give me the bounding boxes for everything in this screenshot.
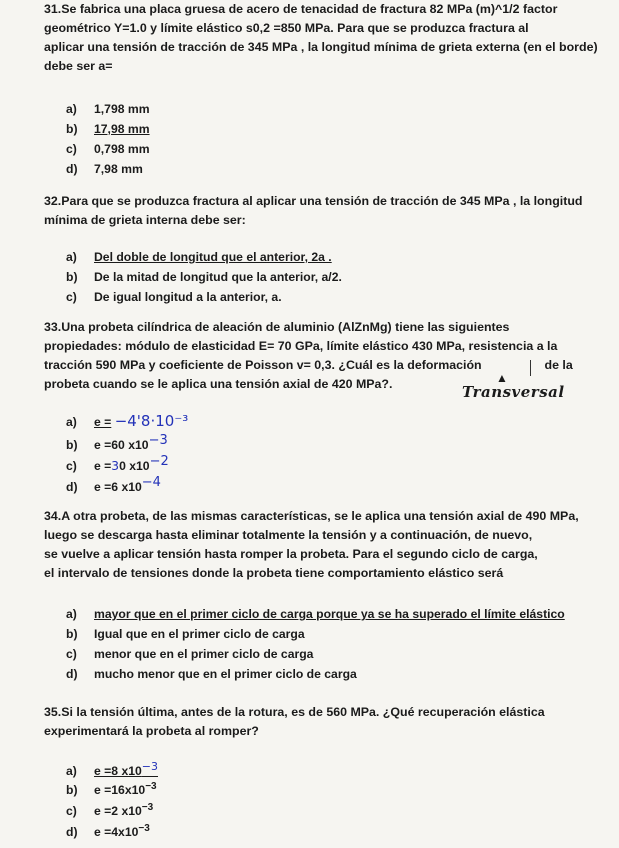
- option-c[interactable]: [66, 802, 153, 818]
- q34-line2: luego se descarga hasta eliminar totalmente la tensión y a continuación, de nuevo,: [44, 528, 533, 542]
- option-text: Igual que en el primer ciclo de carga: [94, 627, 305, 641]
- option-text: 0,798 mm: [94, 142, 150, 156]
- q33-line3-start: tracción 590 MPa y coeficiente de Poisson v= 0,3. ¿Cuál es la deformación: [44, 358, 482, 372]
- option-letter: d): [66, 480, 78, 495]
- option-letter: b): [66, 783, 78, 798]
- handwritten-exponent: −2: [149, 454, 169, 469]
- option-text: De la mitad de longitud que la anterior, a/2.: [94, 270, 342, 284]
- option-letter: a): [66, 102, 77, 116]
- option-letter: a): [66, 607, 77, 621]
- option-letter: a): [66, 415, 77, 429]
- option-text: mucho menor que en el primer ciclo de carga: [94, 667, 357, 681]
- option-c[interactable]: [66, 647, 313, 661]
- q31-line3: aplicar una tensión de tracción de 345 MPa , la longitud mínima de grieta externa (en el borde): [44, 40, 598, 54]
- option-text: menor que en el primer ciclo de carga: [94, 647, 314, 661]
- option-letter: b): [66, 270, 78, 284]
- q33-line3-end: de la: [544, 358, 573, 372]
- option-letter: c): [66, 459, 77, 474]
- option-d[interactable]: [66, 162, 143, 176]
- option-prefix: e =: [94, 459, 112, 474]
- option-prefix: e =6 x10: [94, 480, 142, 495]
- q34-line3: se vuelve a aplicar tensión hasta romper la probeta. Para el segundo ciclo de carga,: [44, 547, 538, 561]
- question-34: [44, 507, 614, 583]
- q34-line1: 34.A otra probeta, de las mismas características, se le aplica una tensión axial de 490 MPa,: [44, 509, 579, 523]
- option-letter: a): [66, 764, 77, 779]
- handwritten-exponent: −4: [141, 475, 161, 490]
- option-prefix: e =8 x10: [94, 764, 142, 779]
- exponent: −3: [141, 802, 154, 813]
- q35-line2: experimentará la probeta al romper?: [44, 724, 259, 738]
- option-prefix: e =4x10: [94, 825, 139, 840]
- question-31: [44, 0, 614, 76]
- handwritten-value: −4'8·10⁻³: [114, 412, 189, 430]
- option-letter: c): [66, 804, 77, 819]
- option-prefix: e =60 x10: [94, 438, 149, 453]
- option-b[interactable]: [66, 433, 168, 452]
- option-letter: b): [66, 627, 78, 641]
- option-d[interactable]: [66, 667, 357, 681]
- option-text: 17,98 mm: [94, 122, 150, 136]
- handwritten-exponent: −3: [148, 433, 168, 448]
- option-a-selected[interactable]: [66, 412, 188, 430]
- option-prefix: e =16x10: [94, 783, 146, 798]
- option-a-selected[interactable]: [66, 607, 565, 621]
- option-b[interactable]: [66, 627, 305, 641]
- handwritten-exponent: −3: [141, 760, 158, 773]
- option-text: 7,98 mm: [94, 162, 143, 176]
- exponent: −3: [145, 781, 157, 792]
- option-c[interactable]: [66, 454, 169, 473]
- option-b[interactable]: [66, 270, 342, 284]
- option-letter: a): [66, 250, 77, 264]
- option-prefix: e =: [94, 415, 112, 429]
- q34-line4: el intervalo de tensiones donde la probeta tiene comportamiento elástico será: [44, 566, 504, 580]
- option-letter: c): [66, 647, 77, 661]
- cursor-mark: [530, 360, 531, 376]
- q31-line2: geométrico Y=1.0 y límite elástico s0,2 =850 MPa. Para que se produzca fractura al: [44, 21, 529, 35]
- option-letter: d): [66, 162, 78, 176]
- option-b-selected[interactable]: [66, 122, 150, 136]
- option-letter: c): [66, 290, 77, 304]
- q32-line2: mínima de grieta interna debe ser:: [44, 213, 246, 227]
- question-32: [44, 192, 614, 230]
- option-c[interactable]: [66, 290, 282, 304]
- option-b[interactable]: [66, 781, 157, 797]
- option-letter: b): [66, 122, 78, 136]
- q33-line1: 33.Una probeta cilíndrica de aleación de aluminio (AlZnMg) tiene las siguientes: [44, 320, 510, 334]
- q32-line1: 32.Para que se produzca fractura al aplicar una tensión de tracción de 345 MPa , la longitud: [44, 194, 583, 208]
- option-text: Del doble de longitud que el anterior, 2a .: [94, 250, 332, 264]
- question-35: [44, 703, 614, 741]
- option-c[interactable]: [66, 142, 150, 156]
- exponent: −3: [138, 823, 150, 834]
- q33-line4: probeta cuando se le aplica una tensión axial de 420 MPa?.: [44, 377, 393, 391]
- option-a-selected[interactable]: [66, 760, 158, 778]
- option-text: De igual longitud a la anterior, a.: [94, 290, 282, 304]
- option-letter: b): [66, 438, 78, 453]
- handwritten-digit: 3: [111, 459, 120, 474]
- option-d[interactable]: [66, 823, 150, 839]
- option-text: 1,798 mm: [94, 102, 150, 116]
- option-letter: c): [66, 142, 77, 156]
- option-a-selected[interactable]: [66, 250, 332, 264]
- q33-line2: propiedades: módulo de elasticidad E= 70 GPa, límite elástico 430 MPa, resistencia a la: [44, 339, 558, 353]
- option-text: mayor que en el primer ciclo de carga porque ya se ha superado el límite elástico: [94, 607, 565, 621]
- q31-line1: 31.Se fabrica una placa gruesa de acero de tenacidad de fractura 82 MPa (m)^1/2 factor: [44, 2, 558, 16]
- handwritten-transversal: Transversal: [462, 383, 565, 401]
- option-d[interactable]: [66, 475, 161, 494]
- option-letter: d): [66, 667, 78, 681]
- option-prefix: e =2 x10: [94, 804, 142, 819]
- q35-line1: 35.Si la tensión última, antes de la rotura, es de 560 MPa. ¿Qué recuperación elástica: [44, 705, 545, 719]
- option-middle: 0 x10: [119, 459, 150, 474]
- q33-line3: [44, 356, 614, 375]
- arrow-up-icon: ▲: [496, 371, 508, 385]
- q31-line4: debe ser a=: [44, 59, 113, 73]
- option-a[interactable]: [66, 102, 150, 116]
- option-letter: d): [66, 825, 78, 840]
